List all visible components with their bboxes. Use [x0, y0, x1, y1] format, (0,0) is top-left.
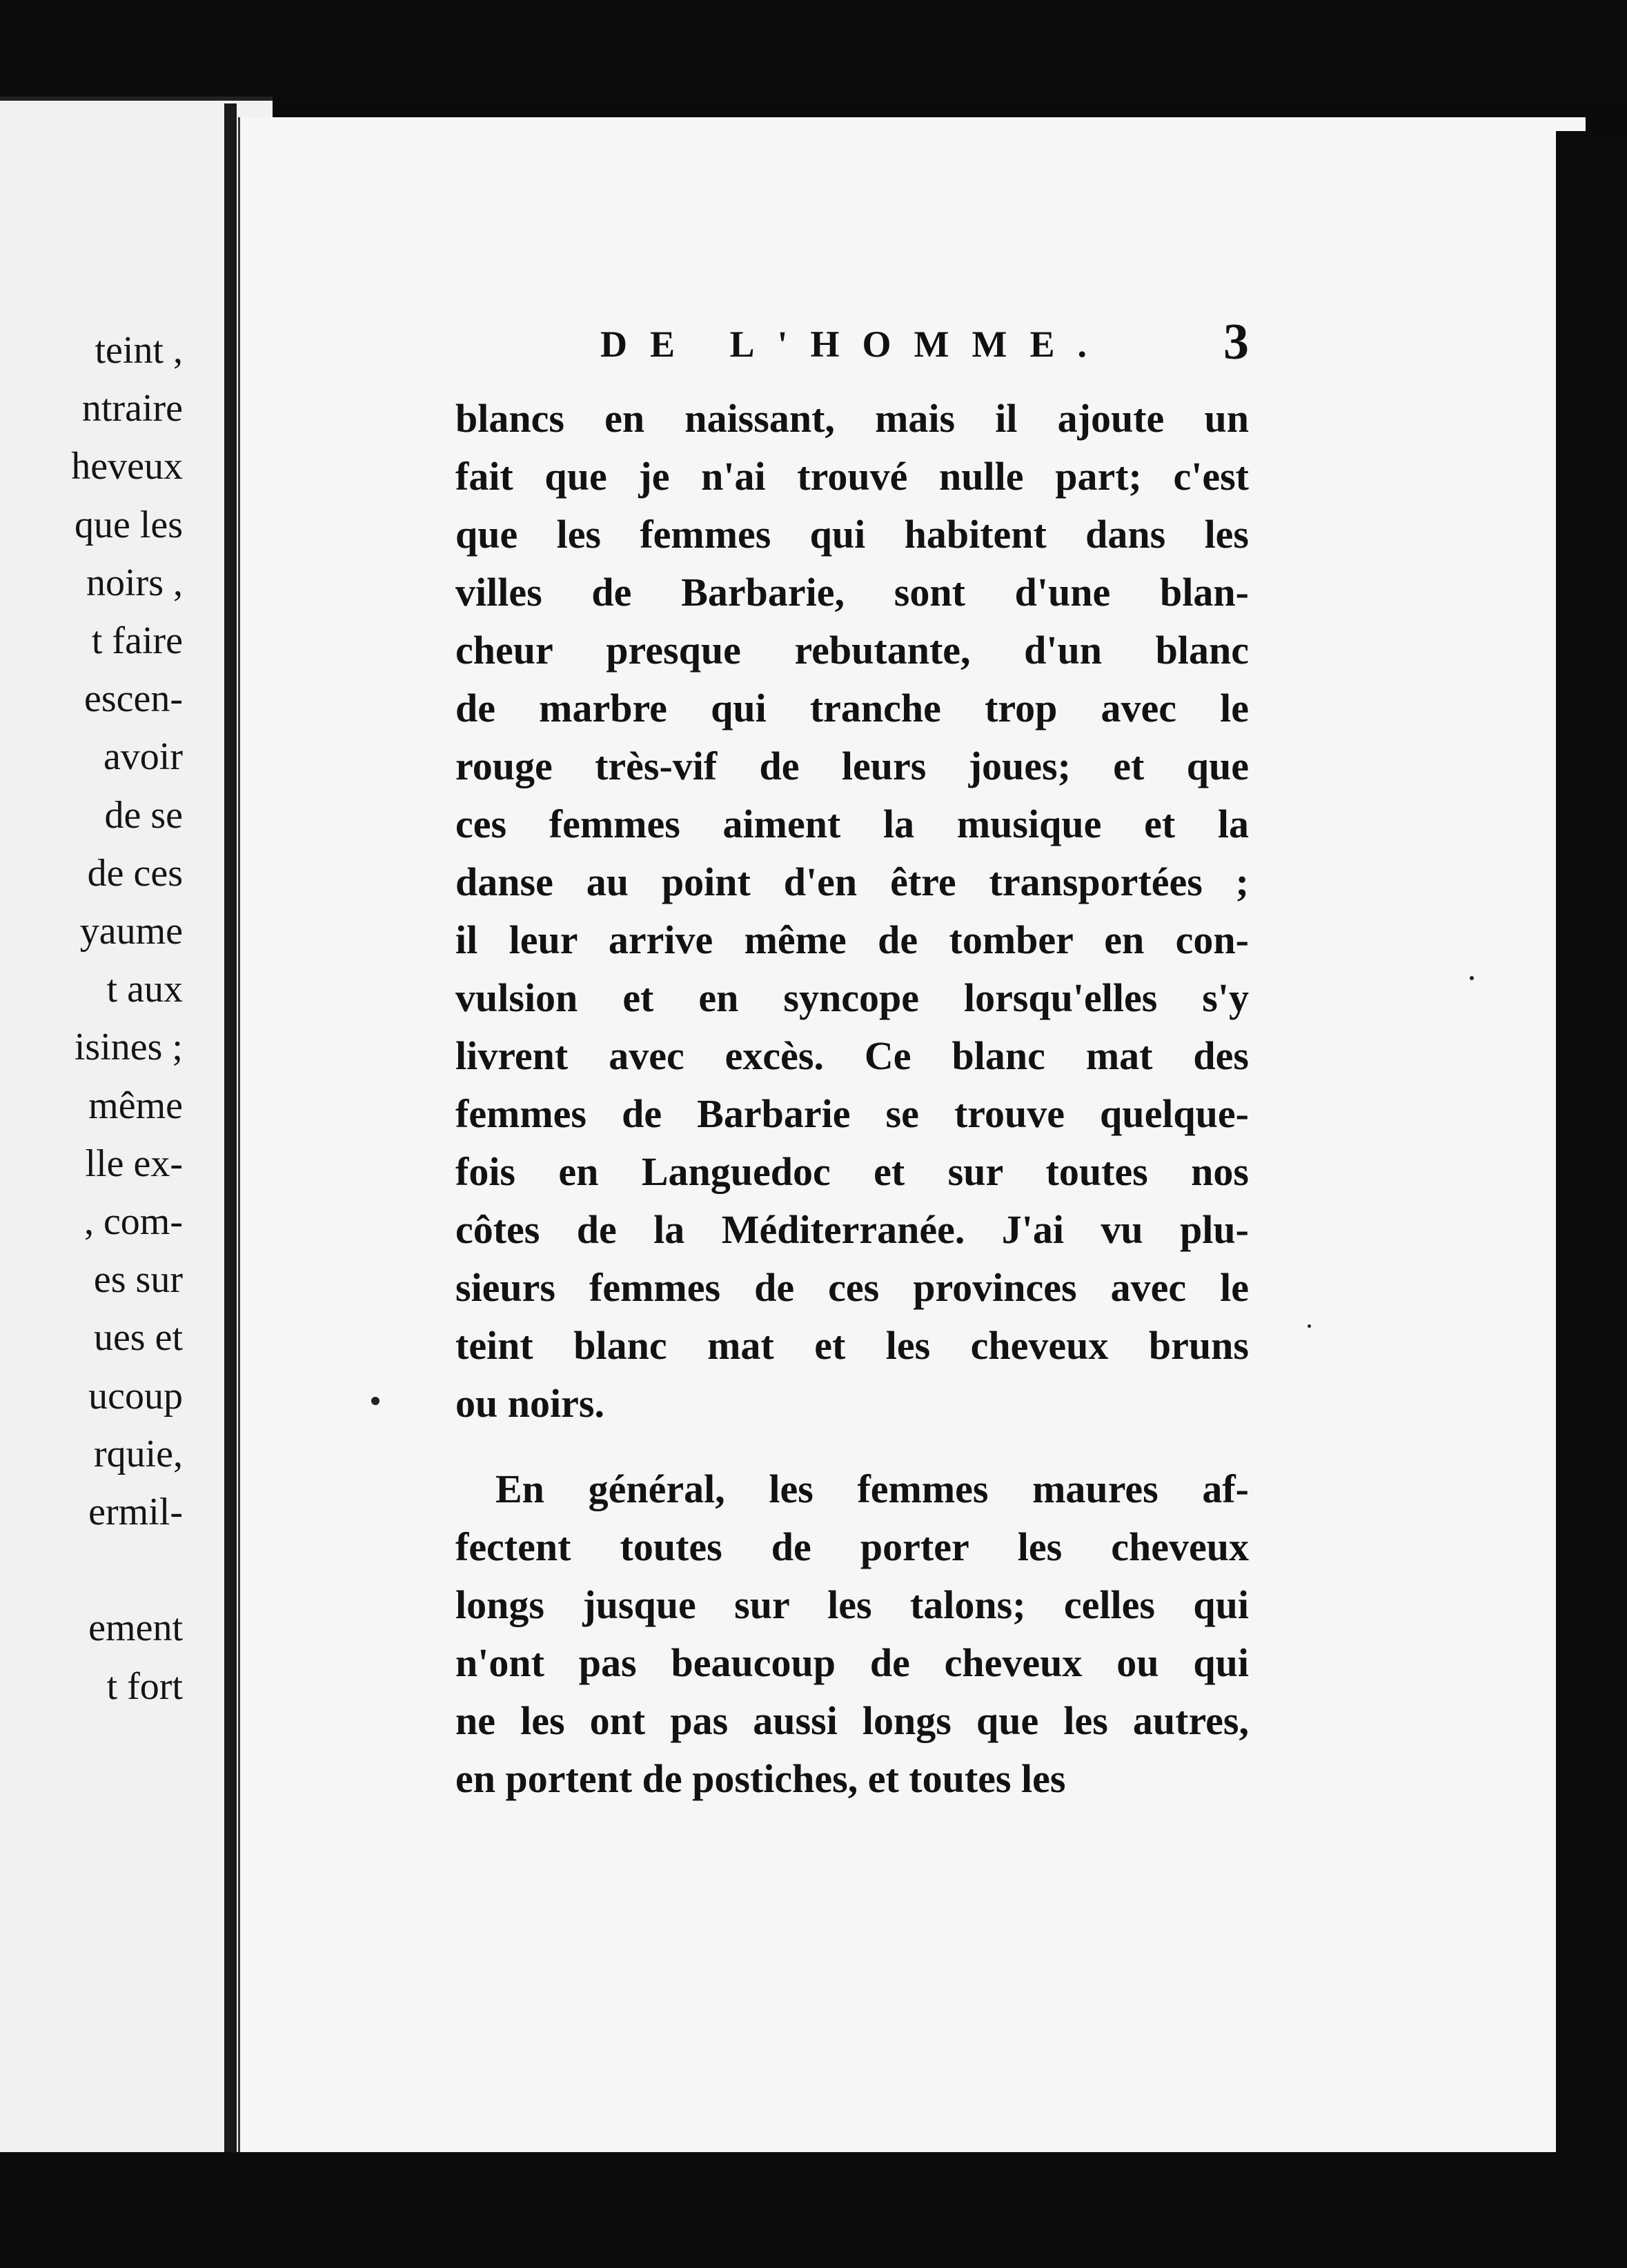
text-line: En général, les femmes maures af- [495, 1466, 1249, 1511]
left-page-line-fragment: teint , [95, 329, 183, 372]
left-page-line-fragment: t fort [106, 1664, 183, 1708]
text-line: il leur arrive même de tomber en con- [455, 917, 1249, 962]
text-line: côtes de la Méditerranée. J'ai vu plu- [455, 1207, 1249, 1252]
text-line: ne les ont pas aussi longs que les autres, [455, 1698, 1249, 1743]
ink-speck [1470, 976, 1474, 980]
left-page-line-fragment: de se [104, 793, 183, 837]
left-page-line-fragment: ement [88, 1606, 183, 1650]
text-line: fectent toutes de porter les cheveux [455, 1524, 1249, 1569]
left-page-line-fragment: es sur [93, 1258, 183, 1302]
text-line: fait que je n'ai trouvé nulle part; c'est [455, 454, 1249, 499]
left-page-line-fragment: ucoup [88, 1374, 183, 1418]
text-line: longs jusque sur les talons; celles qui [455, 1582, 1249, 1627]
text-line: villes de Barbarie, sont d'une blan- [455, 570, 1249, 615]
left-page-line-fragment: que les [74, 503, 183, 546]
text-line: en portent de postiches, et toutes les [455, 1756, 1066, 1801]
text-line: ces femmes aiment la musique et la [455, 802, 1249, 846]
running-head: DE L'HOMME. [600, 324, 1110, 365]
left-page-line-fragment: avoir [103, 735, 183, 779]
left-page-line-fragment: lle ex- [85, 1142, 183, 1185]
book-gutter [224, 103, 237, 2156]
ink-speck [371, 1397, 379, 1405]
page-header [600, 314, 1249, 378]
ink-speck [1308, 1324, 1311, 1328]
left-page-line-fragment: escen- [83, 677, 183, 721]
page-body-text [455, 390, 1249, 1808]
left-page-line-fragment: ues et [93, 1316, 183, 1360]
left-page-line-fragment: t faire [91, 619, 183, 662]
text-line: fois en Languedoc et sur toutes nos [455, 1149, 1249, 1194]
left-page-line-fragment: t aux [106, 968, 183, 1011]
text-line: sieurs femmes de ces provinces avec le [455, 1265, 1249, 1310]
left-page-line-fragment: même [88, 1084, 183, 1127]
left-page-line-fragment: rquie, [93, 1432, 183, 1475]
text-line: teint blanc mat et les cheveux bruns [455, 1323, 1249, 1368]
page-number: 3 [1223, 314, 1249, 370]
scan-border-bottom [0, 2152, 1627, 2268]
text-line: danse au point d'en être transportées ; [455, 859, 1249, 904]
paragraph-gap [455, 1433, 1249, 1460]
text-line: rouge très-vif de leurs joues; et que [455, 744, 1249, 788]
text-line: vulsion et en syncope lorsqu'elles s'y [455, 975, 1249, 1020]
left-page-line-fragment: ntraire [81, 387, 183, 430]
text-line: blancs en naissant, mais il ajoute un [455, 396, 1249, 441]
scan-border-top [0, 0, 1627, 103]
left-page-line-fragment: noirs , [86, 561, 183, 604]
text-line: ou noirs. [455, 1381, 604, 1426]
left-page-line-fragment: yaume [79, 910, 183, 953]
text-line: cheur presque rebutante, d'un blanc [455, 628, 1249, 673]
left-page-line-fragment: de ces [87, 851, 183, 895]
left-page-line-fragment: isines ; [74, 1026, 183, 1069]
text-line: de marbre qui tranche trop avec le [455, 686, 1249, 730]
text-line: femmes de Barbarie se trouve quelque- [455, 1091, 1249, 1136]
scan-border-right [1556, 131, 1627, 2173]
left-page-line-fragment: heveux [71, 445, 183, 488]
left-page-line-fragment: ermil- [88, 1491, 183, 1533]
text-line: que les femmes qui habitent dans les [455, 512, 1249, 557]
text-line: livrent avec excès. Ce blanc mat des [455, 1033, 1249, 1078]
text-line: n'ont pas beaucoup de cheveux ou qui [455, 1640, 1249, 1685]
left-page-line-fragment: , com- [83, 1200, 183, 1243]
